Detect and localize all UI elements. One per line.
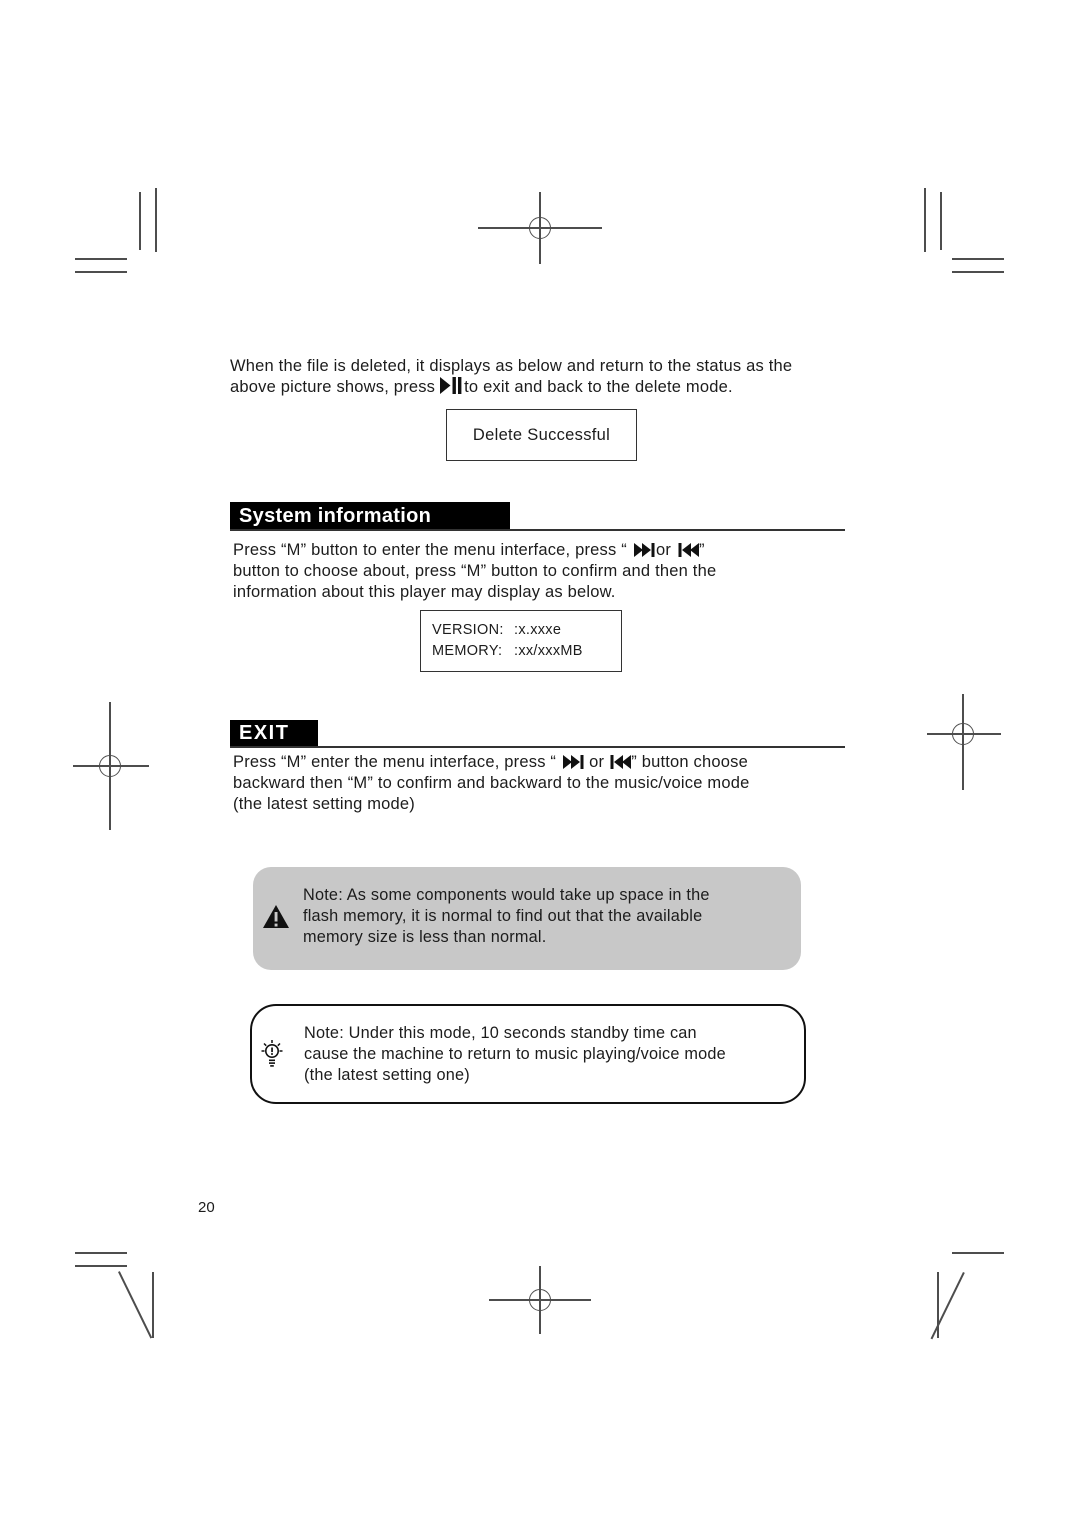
previous-track-icon bbox=[678, 543, 699, 557]
warning-triangle-icon bbox=[262, 904, 290, 929]
exit-rule bbox=[230, 746, 845, 748]
memory-value: :xx/xxxMB bbox=[514, 643, 583, 659]
version-row bbox=[432, 620, 621, 641]
warning-note-text bbox=[303, 885, 801, 948]
intro-line2-pre: above picture shows, press bbox=[230, 378, 436, 396]
warning-note-line3: memory size is less than normal. bbox=[303, 928, 547, 946]
tip-note-line2: cause the machine to return to music playing/voice mode bbox=[304, 1045, 726, 1063]
tip-note-line3: (the latest setting one) bbox=[304, 1066, 470, 1084]
light-bulb-icon bbox=[258, 1038, 286, 1070]
sysinfo-line1-post: ” bbox=[699, 541, 705, 559]
play-pause-icon bbox=[440, 377, 463, 394]
intro-paragraph bbox=[230, 356, 910, 398]
memory-row bbox=[432, 641, 621, 662]
exit-line1-post: ” button choose bbox=[631, 753, 748, 771]
warning-note-box bbox=[253, 867, 801, 970]
exit-line2: backward then “M” to confirm and backward to the music/voice mode bbox=[233, 774, 750, 792]
sysinfo-line1-or: or bbox=[655, 541, 672, 559]
exit-line3: (the latest setting mode) bbox=[233, 795, 416, 813]
page-number: 20 bbox=[198, 1199, 215, 1216]
version-info-box bbox=[420, 610, 622, 672]
previous-track-icon bbox=[610, 755, 631, 769]
system-information-rule bbox=[230, 529, 845, 531]
memory-label: MEMORY: bbox=[432, 643, 503, 659]
tip-note-text bbox=[304, 1023, 804, 1086]
intro-line1: When the file is deleted, it displays as below and return to the status as the bbox=[230, 357, 793, 375]
delete-successful-box bbox=[446, 409, 637, 461]
warning-note-line1: Note: As some components would take up space in the bbox=[303, 886, 710, 904]
sysinfo-line3: information about this player may display as below. bbox=[233, 583, 616, 601]
exit-line1-pre: Press “M” enter the menu interface, press “ bbox=[233, 753, 557, 771]
system-information-heading bbox=[230, 502, 510, 530]
exit-paragraph bbox=[233, 752, 893, 815]
version-value: :x.xxxe bbox=[514, 622, 562, 638]
next-track-icon bbox=[634, 543, 655, 557]
system-information-heading-label: System information bbox=[239, 504, 432, 527]
exit-line1-or: or bbox=[589, 753, 605, 771]
system-information-paragraph bbox=[233, 540, 893, 603]
delete-successful-text: Delete Successful bbox=[472, 425, 611, 444]
exit-heading-label: EXIT bbox=[239, 722, 290, 744]
sysinfo-line2: button to choose about, press “M” button to confirm and then the bbox=[233, 562, 717, 580]
tip-note-line1: Note: Under this mode, 10 seconds standby time can bbox=[304, 1024, 697, 1042]
version-label: VERSION: bbox=[432, 622, 504, 638]
intro-line2-post: to exit and back to the delete mode. bbox=[464, 378, 733, 396]
exit-heading bbox=[230, 720, 318, 747]
warning-note-line2: flash memory, it is normal to find out that the available bbox=[303, 907, 703, 925]
tip-note-box bbox=[250, 1004, 806, 1104]
next-track-icon bbox=[563, 755, 584, 769]
sysinfo-line1-pre: Press “M” button to enter the menu interface, press “ bbox=[233, 541, 627, 559]
